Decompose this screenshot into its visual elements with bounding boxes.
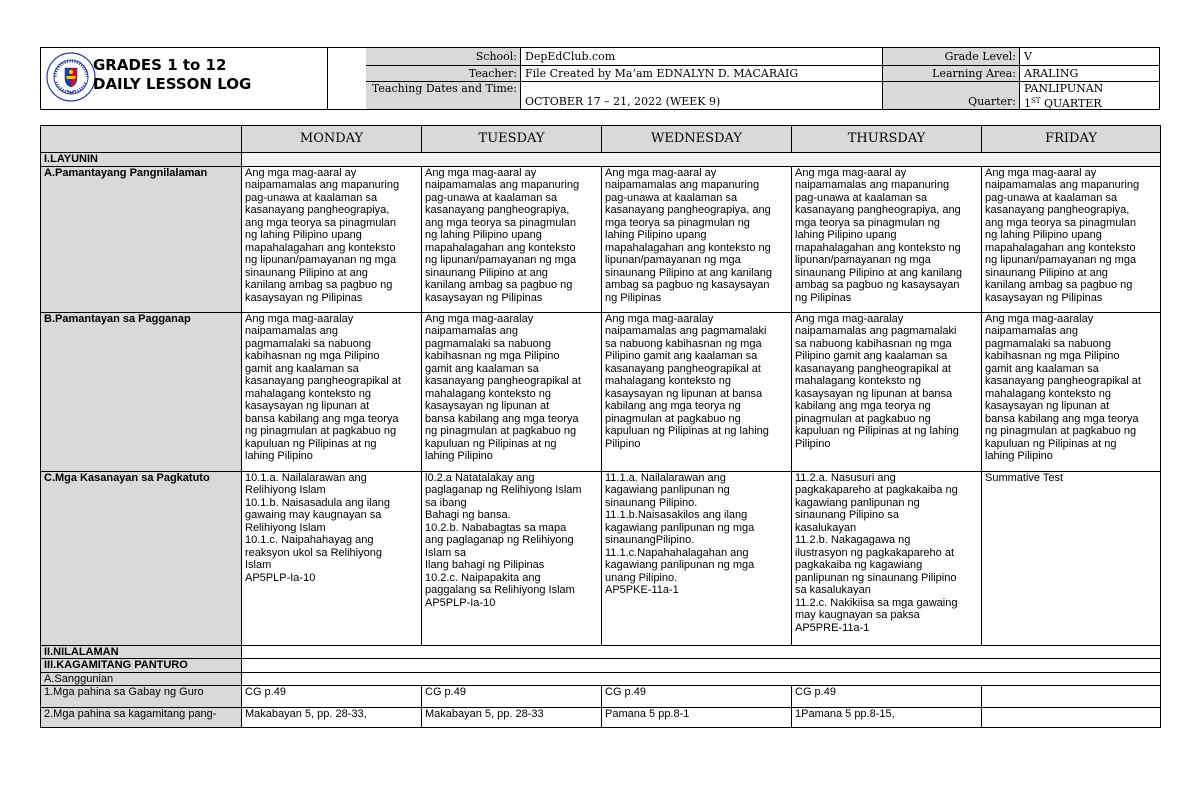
cell-friday: Summative Test <box>982 471 1161 645</box>
cell-wednesday: Ang mga mag-aaral ay naipamamalas ang mapanuring pag-unawa at kaalaman sa kasanayang pangheograpiya, ang mga teorya sa pinagmulan ng lahing Pilipino upang mapahalagahan ang konteksto ng lipunan/pamayanan ng mga sinaunang Pilipino at ang kanilang ambag sa pagbuo ng kasaysayan ng Pilipinas <box>602 166 792 312</box>
quarter-suffix: ST <box>1031 97 1041 105</box>
quarter-text: QUARTER <box>1040 97 1102 110</box>
day-header-thursday: THURSDAY <box>792 126 982 153</box>
section-row-sanggunian <box>41 672 1161 686</box>
teaching-dates-label: Teaching Dates and Time: <box>366 82 521 109</box>
day-header-monday: MONDAY <box>242 126 422 153</box>
cell-friday: Ang mga mag-aaral ay naipamamalas ang mapanuring pag-unawa at kaalaman sa kasanayang pangheograpiya, ang mga teorya sa pinagmulan ng lahing Pilipino upang mapahalagahan ang konteksto ng lipunan/pamayanan ng mga sinaunang Pilipino at ang kanilang ambag sa pagbuo ng kasaysayan ng Pilipinas <box>982 166 1161 312</box>
section-row-layunin <box>41 153 1161 167</box>
cell-tuesday: l0.2.a Natatalakay ang paglaganap ng Relihiyong Islam sa ibang Bahagi ng bansa. 10.2.b. Nababagtas sa mapa ang paglaganap ng Relihiyong Islam sa Ilang bahagi ng Pilipinas 10.2.c. Naipapakita ang paggalang sa Relihiyong Islam AP5PLP-Ia-10 <box>422 471 602 645</box>
cell-tuesday: Ang mga mag-aaral ay naipamamalas ang mapanuring pag-unawa at kaalaman sa kasanayang pangheograpiya, ang mga teorya sa pinagmulan ng lahing Pilipino upang mapahalagahan ang konteksto ng lipunan/pamayanan ng mga sinaunang Pilipino at ang kanilang ambag sa pagbuo ng kasaysayan ng Pilipinas <box>422 166 602 312</box>
daily-lesson-log-table <box>40 125 1161 728</box>
day-header-row <box>41 126 1161 153</box>
section-blank <box>242 153 1161 167</box>
cell-tuesday: Makabayan 5, pp. 28-33 <box>422 708 602 728</box>
section-blank <box>242 645 1161 659</box>
grade-level-label: Grade Level: <box>883 48 1020 65</box>
learning-area-value: ARALING PANLIPUNAN <box>1024 67 1104 95</box>
header-row-school <box>366 48 1159 66</box>
header-block <box>40 47 1160 110</box>
cell-thursday: CG p.49 <box>792 686 982 708</box>
day-header-tuesday: TUESDAY <box>422 126 602 153</box>
learning-area-label: Learning Area: <box>883 66 1020 81</box>
school-label: School: <box>366 48 521 65</box>
section-label-kagamitan: III.KAGAMITANG PANTURO <box>41 659 242 673</box>
title-line-1: GRADES 1 to 12 <box>93 56 227 74</box>
cell-thursday: 11.2.a. Nasusuri ang pagkakapareho at pagkakaiba ng kagawiang panlipunan ng sinaunang Pilipino sa kasalukayan 11.2.b. Nakagagawa ng ilustrasyon ng pagkakapareho at pagkakaiba ng kagawiang panlipunan ng sinaunang Pilipino sa kasalukayan 11.2.c. Nakikiisa sa mga gawaing may kaugnayan sa paksa AP5PRE-11a-1 <box>792 471 982 645</box>
section-label-sanggunian: A.Sanggunian <box>41 672 242 686</box>
teacher-value: File Created by Ma’am EDNALYN D. MACARAIG <box>521 66 883 81</box>
teaching-dates-value: OCTOBER 17 – 21, 2022 (WEEK 9) <box>521 82 883 109</box>
row-label: B.Pamantayan sa Pagganap <box>41 312 242 471</box>
row-label: C.Mga Kasanayan sa Pagkatuto <box>41 471 242 645</box>
cell-thursday: Ang mga mag-aaralay naipamamalas ang pagmamalaki sa nabuong kabihasnan ng mga Pilipino gamit ang kaalaman sa kasanayang pangheograpikal at mahalagang konteksto ng kasaysayan ng lipunan at bansa kabilang ang mga teorya ng pinagmulan at pagkabuo ng kapuluan ng Pilipinas at ng lahing Pilipino <box>792 312 982 471</box>
row-mga-kasanayan-sa-pagkatuto <box>41 471 1161 645</box>
section-row-kagamitan <box>41 659 1161 673</box>
cell-wednesday: Ang mga mag-aaralay naipamamalas ang pagmamalaki sa nabuong kabihasnan ng mga Pilipino gamit ang kaalaman sa kasanayang pangheograpikal at mahalagang konteksto ng kasaysayan ng lipunan at bansa kabilang ang mga teorya ng pinagmulan at pagkabuo ng kapuluan ng Pilipinas at ng lahing Pilipino <box>602 312 792 471</box>
school-value: DepEdClub.com <box>521 48 883 65</box>
section-label-nilalaman: II.NILALAMAN <box>41 645 242 659</box>
deped-seal-icon <box>46 52 96 102</box>
cell-thursday: 1Pamana 5 pp.8-15, <box>792 708 982 728</box>
cell-wednesday: Pamana 5 pp.8-1 <box>602 708 792 728</box>
cell-thursday: Ang mga mag-aaral ay naipamamalas ang mapanuring pag-unawa at kaalaman sa kasanayang pangheograpiya, ang mga teorya sa pinagmulan ng lahing Pilipino upang mapahalagahan ang konteksto ng lipunan/pamayanan ng mga sinaunang Pilipino at ang kanilang ambag sa pagbuo ng kasaysayan ng Pilipinas <box>792 166 982 312</box>
teacher-label: Teacher: <box>366 66 521 81</box>
row-label: 2.Mga pahina sa kagamitang pang- <box>41 708 242 728</box>
document-title <box>93 56 251 94</box>
corner-cell <box>41 126 242 153</box>
cell-monday: 10.1.a. Nailalarawan ang Relihiyong Islam 10.1.b. Naisasadula ang ilang gawaing may kaugnayan sa Relihiyong Islam 10.1.c. Naipahahayag ang reaksyon ukol sa Relihiyong Islam AP5PLP-Ia-10 <box>242 471 422 645</box>
day-header-wednesday: WEDNESDAY <box>602 126 792 153</box>
cell-monday: Ang mga mag-aaral ay naipamamalas ang mapanuring pag-unawa at kaalaman sa kasanayang pangheograpiya, ang mga teorya sa pinagmulan ng lahing Pilipino upang mapahalagahan ang konteksto ng lipunan/pamayanan ng mga sinaunang Pilipino at ang kanilang ambag sa pagbuo ng kasaysayan ng Pilipinas <box>242 166 422 312</box>
quarter-value <box>1020 82 1159 109</box>
cell-friday: Ang mga mag-aaralay naipamamalas ang pagmamalaki sa nabuong kabihasnan ng mga Pilipino gamit ang kaalaman sa kasanayang pangheograpikal at mahalagang konteksto ng kasaysayan ng lipunan at bansa kabilang ang mga teorya ng pinagmulan at pagkabuo ng kapuluan ng Pilipinas at ng lahing Pilipino <box>982 312 1161 471</box>
grade-level-value: V <box>1024 50 1032 63</box>
row-label: 1.Mga pahina sa Gabay ng Guro <box>41 686 242 708</box>
row-pamantayang-pangnilalaman <box>41 166 1161 312</box>
section-blank <box>242 672 1161 686</box>
row-gabay-ng-guro <box>41 686 1161 708</box>
header-row-dates <box>366 82 1159 109</box>
row-label: A.Pamantayang Pangnilalaman <box>41 166 242 312</box>
cell-monday: CG p.49 <box>242 686 422 708</box>
section-row-nilalaman <box>41 645 1161 659</box>
cell-wednesday: CG p.49 <box>602 686 792 708</box>
header-title-cell <box>41 48 328 109</box>
quarter-number: 1 <box>1024 97 1031 110</box>
cell-monday: Makabayan 5, pp. 28-33, <box>242 708 422 728</box>
section-label-layunin: I.LAYUNIN <box>41 153 242 167</box>
cell-friday <box>982 686 1161 708</box>
header-spacer <box>328 48 366 109</box>
day-header-friday: FRIDAY <box>982 126 1161 153</box>
cell-tuesday: Ang mga mag-aaralay naipamamalas ang pagmamalaki sa nabuong kabihasnan ng mga Pilipino gamit ang kaalaman sa kasanayang pangheograpikal at mahalagang konteksto ng kasaysayan ng lipunan at bansa kabilang ang mga teorya ng pinagmulan at pagkabuo ng kapuluan ng Pilipinas at ng lahing Pilipino <box>422 312 602 471</box>
cell-wednesday: 11.1.a. Nailalarawan ang kagawiang panlipunan ng sinaunang Pilipino. 11.1.b.Naisasakilos ang ilang kagawiang panlipunan ng mga sinaunangPilipino. 11.1.c.Napahahalagahan ang kagawiang panlipunan ng mga unang Pilipino. AP5PKE-11a-1 <box>602 471 792 645</box>
cell-friday <box>982 708 1161 728</box>
row-kagamitang-pang-mag-aaral <box>41 708 1161 728</box>
cell-monday: Ang mga mag-aaralay naipamamalas ang pagmamalaki sa nabuong kabihasnan ng mga Pilipino gamit ang kaalaman sa kasanayang pangheograpikal at mahalagang konteksto ng kasaysayan ng lipunan at bansa kabilang ang mga teorya ng pinagmulan at pagkabuo ng kapuluan ng Pilipinas at ng lahing Pilipino <box>242 312 422 471</box>
row-pamantayan-sa-pagganap <box>41 312 1161 471</box>
quarter-label: Quarter: <box>883 82 1020 109</box>
section-blank <box>242 659 1161 673</box>
title-line-2: DAILY LESSON LOG <box>93 75 252 93</box>
cell-tuesday: CG p.49 <box>422 686 602 708</box>
